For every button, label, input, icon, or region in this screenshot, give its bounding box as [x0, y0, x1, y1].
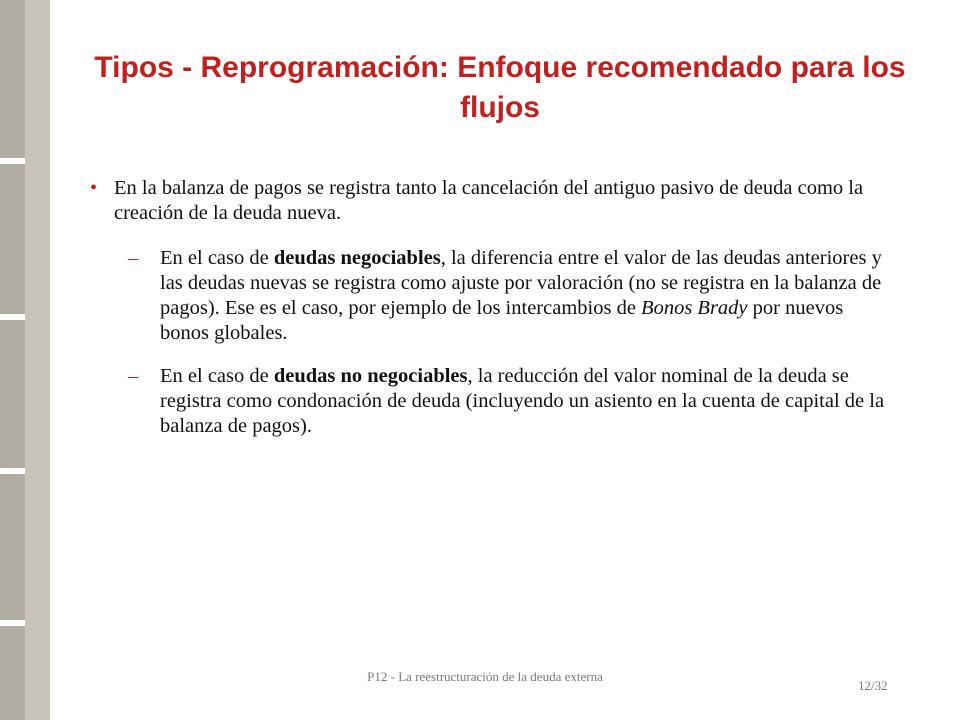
bullet-text: En la balanza de pagos se registra tanto la cancelación del antiguo pasivo de deuda como la creación de la deuda nueva.: [114, 177, 864, 224]
bullet-icon: •: [90, 177, 98, 199]
sub-bullet-no-negociables: [114, 364, 890, 439]
sub1-italic: Bonos Brady: [641, 297, 748, 319]
sub2-bold: deudas no negociables: [273, 365, 468, 387]
sub2-text-a: En el caso de: [160, 365, 274, 387]
slide-title: Tipos - Reprogramación: Enfoque recomendado para los flujos: [94, 51, 906, 124]
slide-content: [90, 176, 890, 457]
dash-icon: –: [128, 247, 139, 269]
page-number: 12/32: [858, 678, 888, 693]
sub1-text-c: por nuevos bonos globales.: [160, 297, 844, 344]
left-decorative-bar: [0, 0, 50, 720]
sub2-text-b: , la reducción del valor nominal de la deuda se registra como condonación de deuda (incluyendo un asiento en la cuenta de capital de la balanza de pagos).: [160, 365, 885, 437]
sub-bullet-negociables: [114, 246, 890, 346]
sub1-text-b: , la diferencia entre el valor de las deudas anteriores y las deudas nuevas se registra como ajuste por valoración (no se registra en la balanza de pagos). Ese es el caso, por ejemplo de los intercambios de: [160, 247, 882, 319]
dash-icon: –: [128, 365, 139, 387]
bullet-item: [90, 176, 890, 226]
slide-footer: P12 - La reestructuración de la deuda externa: [367, 669, 603, 684]
sub1-text-a: En el caso de: [160, 247, 274, 269]
sub1-bold: deudas negociables: [273, 247, 441, 269]
